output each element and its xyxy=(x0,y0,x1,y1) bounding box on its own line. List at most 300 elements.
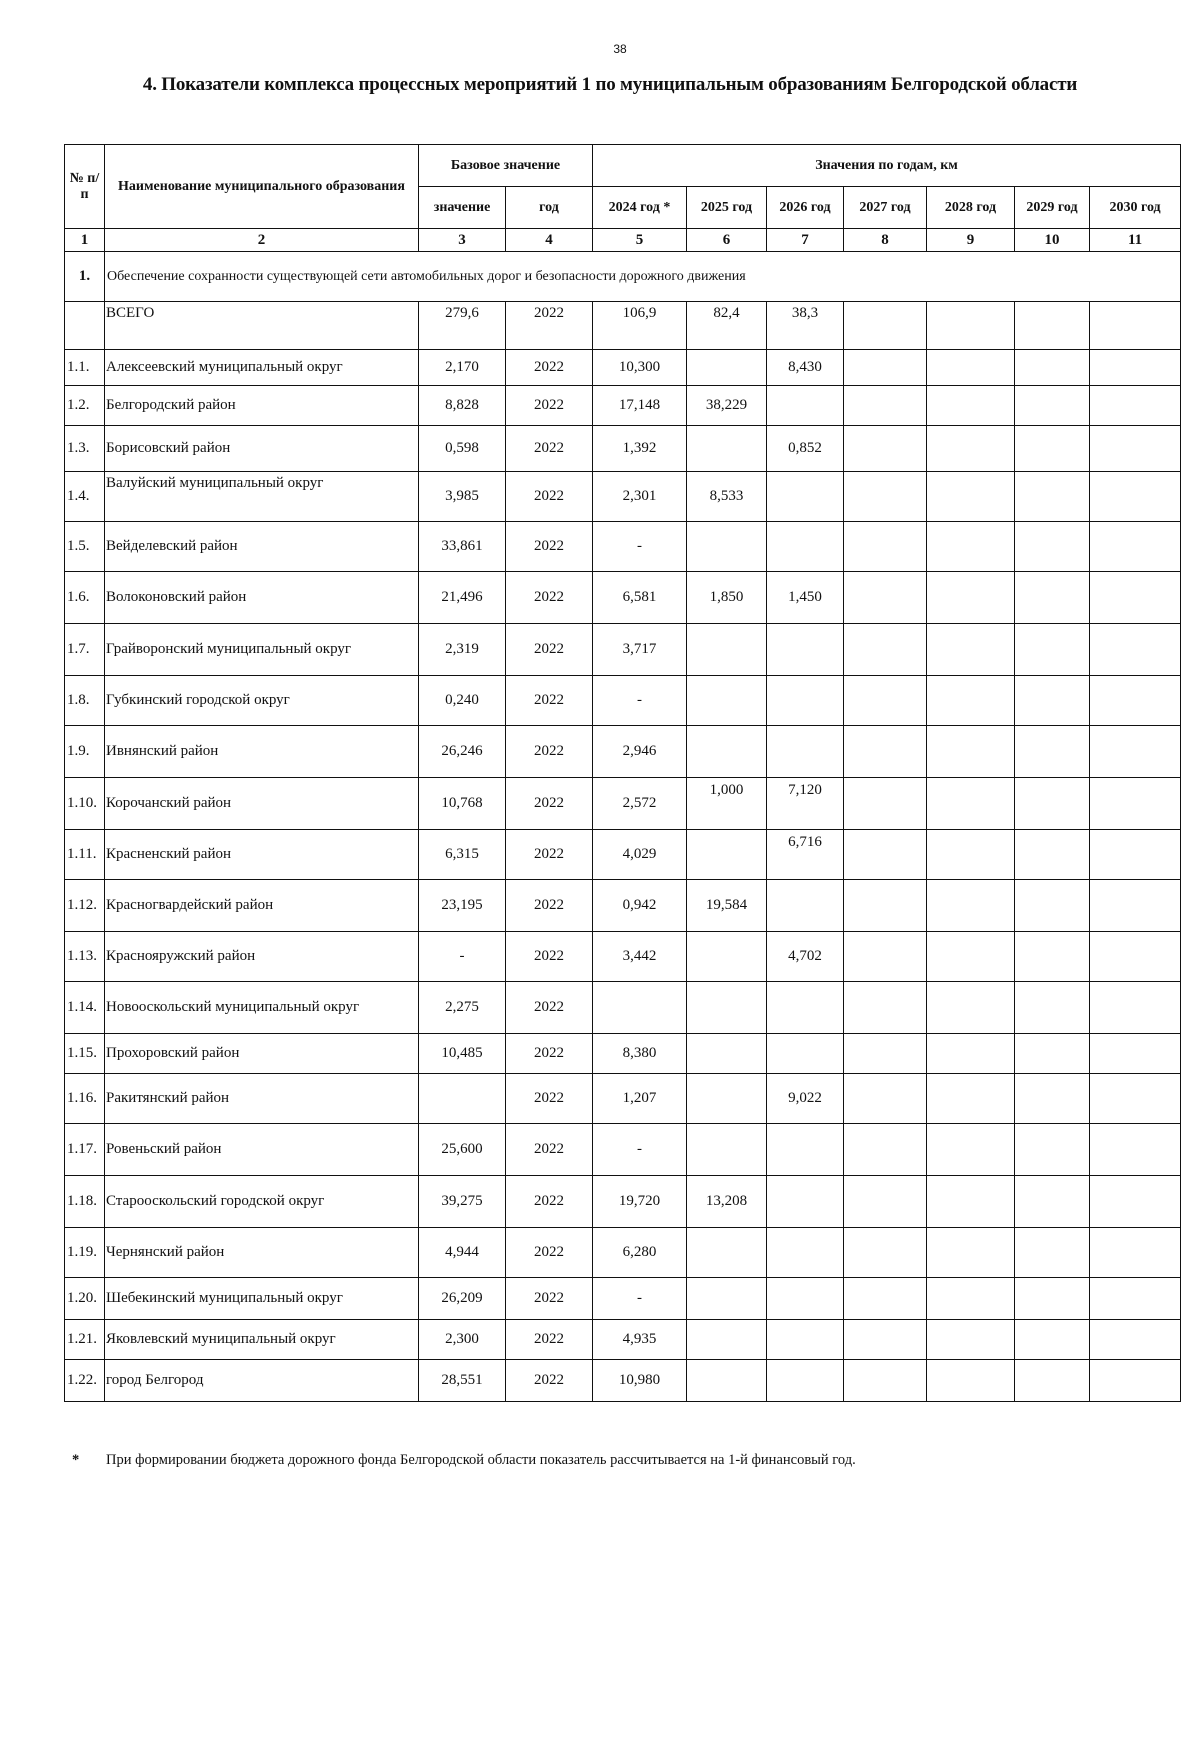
row-year-2028 xyxy=(927,932,1015,982)
table-row xyxy=(65,426,1181,472)
row-name: город Белгород xyxy=(105,1360,419,1402)
row-year-2024: 3,717 xyxy=(593,624,687,676)
row-year-2024: 1,392 xyxy=(593,426,687,472)
total-year-2026: 38,3 xyxy=(767,302,844,350)
row-base-value: - xyxy=(419,932,506,982)
row-year-2030 xyxy=(1090,350,1181,386)
row-num: 1.16. xyxy=(65,1074,105,1124)
row-year-2027 xyxy=(844,830,927,880)
column-number: 1 xyxy=(65,229,105,252)
row-year-2027 xyxy=(844,1278,927,1320)
row-year-2029 xyxy=(1015,1074,1090,1124)
row-year-2028 xyxy=(927,830,1015,880)
row-num: 1.21. xyxy=(65,1320,105,1360)
row-base-value: 4,944 xyxy=(419,1228,506,1278)
column-number: 2 xyxy=(105,229,419,252)
row-year-2029 xyxy=(1015,1176,1090,1228)
table-row xyxy=(65,778,1181,830)
row-num: 1.2. xyxy=(65,386,105,426)
row-num: 1.22. xyxy=(65,1360,105,1402)
row-base-value: 21,496 xyxy=(419,572,506,624)
row-year-2030 xyxy=(1090,778,1181,830)
row-num: 1.6. xyxy=(65,572,105,624)
row-year-2027 xyxy=(844,522,927,572)
row-year-2029 xyxy=(1015,1320,1090,1360)
row-year-2028 xyxy=(927,726,1015,778)
row-year-2025: 38,229 xyxy=(687,386,767,426)
row-base-value: 26,209 xyxy=(419,1278,506,1320)
row-year-2026: 8,430 xyxy=(767,350,844,386)
row-year-2024: 19,720 xyxy=(593,1176,687,1228)
column-number: 10 xyxy=(1015,229,1090,252)
row-year-2027 xyxy=(844,726,927,778)
row-year-2025 xyxy=(687,1360,767,1402)
total-base-year: 2022 xyxy=(506,302,593,350)
row-year-2026 xyxy=(767,1320,844,1360)
row-year-2029 xyxy=(1015,676,1090,726)
table-row xyxy=(65,726,1181,778)
row-year-2029 xyxy=(1015,880,1090,932)
column-number: 6 xyxy=(687,229,767,252)
row-year-2029 xyxy=(1015,778,1090,830)
row-name: Шебекинский муниципальный округ xyxy=(105,1278,419,1320)
header-year-2029: 2029 год xyxy=(1015,187,1090,229)
row-year-2028 xyxy=(927,1360,1015,1402)
total-year-2024: 106,9 xyxy=(593,302,687,350)
column-number: 11 xyxy=(1090,229,1181,252)
row-base-year: 2022 xyxy=(506,1228,593,1278)
row-num: 1.5. xyxy=(65,522,105,572)
row-base-year: 2022 xyxy=(506,572,593,624)
row-year-2028 xyxy=(927,880,1015,932)
table-row xyxy=(65,350,1181,386)
row-num: 1.18. xyxy=(65,1176,105,1228)
row-year-2028 xyxy=(927,1034,1015,1074)
row-year-2025 xyxy=(687,1320,767,1360)
header-year-2030: 2030 год xyxy=(1090,187,1181,229)
row-num: 1.7. xyxy=(65,624,105,676)
row-year-2027 xyxy=(844,472,927,522)
row-year-2027 xyxy=(844,1320,927,1360)
header-year-2025: 2025 год xyxy=(687,187,767,229)
row-base-year: 2022 xyxy=(506,522,593,572)
table-row xyxy=(65,1320,1181,1360)
row-year-2026 xyxy=(767,1278,844,1320)
row-name: Белгородский район xyxy=(105,386,419,426)
row-base-value: 23,195 xyxy=(419,880,506,932)
row-year-2026 xyxy=(767,472,844,522)
row-base-value: 0,240 xyxy=(419,676,506,726)
row-year-2029 xyxy=(1015,386,1090,426)
row-year-2028 xyxy=(927,676,1015,726)
row-year-2029 xyxy=(1015,472,1090,522)
table-row xyxy=(65,386,1181,426)
row-year-2028 xyxy=(927,1278,1015,1320)
row-base-value: 2,170 xyxy=(419,350,506,386)
row-year-2028 xyxy=(927,572,1015,624)
row-base-year: 2022 xyxy=(506,676,593,726)
row-year-2025: 19,584 xyxy=(687,880,767,932)
header-year-2024: 2024 год * xyxy=(593,187,687,229)
row-year-2024: 3,442 xyxy=(593,932,687,982)
row-year-2027 xyxy=(844,1124,927,1176)
row-year-2030 xyxy=(1090,1320,1181,1360)
row-name: Ровеньский район xyxy=(105,1124,419,1176)
row-name: Грайворонский муниципальный округ xyxy=(105,624,419,676)
row-num: 1.1. xyxy=(65,350,105,386)
row-num: 1.20. xyxy=(65,1278,105,1320)
row-name: Яковлевский муниципальный округ xyxy=(105,1320,419,1360)
table-row xyxy=(65,624,1181,676)
column-number: 7 xyxy=(767,229,844,252)
row-year-2027 xyxy=(844,1360,927,1402)
row-year-2025 xyxy=(687,1034,767,1074)
row-base-value: 10,768 xyxy=(419,778,506,830)
row-name: Чернянский район xyxy=(105,1228,419,1278)
row-name: Волоконовский район xyxy=(105,572,419,624)
row-year-2028 xyxy=(927,386,1015,426)
row-year-2030 xyxy=(1090,472,1181,522)
row-num: 1.9. xyxy=(65,726,105,778)
row-year-2024 xyxy=(593,982,687,1034)
row-year-2026: 0,852 xyxy=(767,426,844,472)
row-year-2029 xyxy=(1015,1228,1090,1278)
row-year-2027 xyxy=(844,880,927,932)
row-year-2027 xyxy=(844,1176,927,1228)
row-year-2025 xyxy=(687,982,767,1034)
row-name: Корочанский район xyxy=(105,778,419,830)
row-name: Красногвардейский район xyxy=(105,880,419,932)
page-number: 38 xyxy=(613,42,627,56)
row-year-2028 xyxy=(927,1074,1015,1124)
row-year-2027 xyxy=(844,1034,927,1074)
row-num: 1.4. xyxy=(65,472,105,522)
row-year-2024: 4,935 xyxy=(593,1320,687,1360)
total-base-value: 279,6 xyxy=(419,302,506,350)
footnote-text: При формировании бюджета дорожного фонда Белгородской области показатель рассчитывается на 1-й финансовый год. xyxy=(106,1452,856,1468)
table-row xyxy=(65,1360,1181,1402)
row-name: Вейделевский район xyxy=(105,522,419,572)
row-year-2030 xyxy=(1090,1228,1181,1278)
row-year-2028 xyxy=(927,778,1015,830)
total-year-2030 xyxy=(1090,302,1181,350)
row-year-2027 xyxy=(844,1074,927,1124)
row-year-2027 xyxy=(844,778,927,830)
row-year-2027 xyxy=(844,350,927,386)
row-year-2026 xyxy=(767,1176,844,1228)
row-base-value: 33,861 xyxy=(419,522,506,572)
row-base-value: 10,485 xyxy=(419,1034,506,1074)
row-year-2026 xyxy=(767,982,844,1034)
row-base-value: 3,985 xyxy=(419,472,506,522)
row-year-2026 xyxy=(767,676,844,726)
row-year-2025 xyxy=(687,676,767,726)
row-year-2030 xyxy=(1090,1360,1181,1402)
row-name: Губкинский городской округ xyxy=(105,676,419,726)
row-year-2028 xyxy=(927,1124,1015,1176)
column-number: 5 xyxy=(593,229,687,252)
row-year-2030 xyxy=(1090,1278,1181,1320)
row-year-2025 xyxy=(687,350,767,386)
row-year-2028 xyxy=(927,982,1015,1034)
table-row xyxy=(65,676,1181,726)
row-name: Красненский район xyxy=(105,830,419,880)
column-number-row xyxy=(65,229,1181,252)
row-year-2025 xyxy=(687,1278,767,1320)
document-title: 4. Показатели комплекса процессных мероприятий 1 по муниципальным образованиям Белгородской области xyxy=(142,74,1078,95)
row-year-2026 xyxy=(767,1034,844,1074)
table-row xyxy=(65,1124,1181,1176)
row-num: 1.3. xyxy=(65,426,105,472)
row-year-2029 xyxy=(1015,426,1090,472)
row-base-year: 2022 xyxy=(506,386,593,426)
row-year-2030 xyxy=(1090,726,1181,778)
row-year-2024: 10,980 xyxy=(593,1360,687,1402)
table-row xyxy=(65,572,1181,624)
row-name: Борисовский район xyxy=(105,426,419,472)
row-year-2024: 17,148 xyxy=(593,386,687,426)
row-year-2028 xyxy=(927,350,1015,386)
table-row xyxy=(65,1074,1181,1124)
row-year-2026 xyxy=(767,386,844,426)
table-row xyxy=(65,830,1181,880)
row-year-2024: 2,946 xyxy=(593,726,687,778)
row-year-2029 xyxy=(1015,1034,1090,1074)
row-year-2028 xyxy=(927,1176,1015,1228)
row-year-2029 xyxy=(1015,624,1090,676)
row-year-2030 xyxy=(1090,1074,1181,1124)
row-base-value: 8,828 xyxy=(419,386,506,426)
row-year-2024: 6,280 xyxy=(593,1228,687,1278)
row-base-year: 2022 xyxy=(506,1176,593,1228)
row-base-value: 2,300 xyxy=(419,1320,506,1360)
row-year-2024: - xyxy=(593,1124,687,1176)
table-row xyxy=(65,1278,1181,1320)
row-name: Ракитянский район xyxy=(105,1074,419,1124)
row-name: Прохоровский район xyxy=(105,1034,419,1074)
header-year-2028: 2028 год xyxy=(927,187,1015,229)
column-number: 9 xyxy=(927,229,1015,252)
row-year-2025: 1,850 xyxy=(687,572,767,624)
row-year-2028 xyxy=(927,426,1015,472)
row-year-2030 xyxy=(1090,1124,1181,1176)
header-years-group: Значения по годам, км xyxy=(593,145,1181,187)
row-num: 1.13. xyxy=(65,932,105,982)
row-year-2026 xyxy=(767,726,844,778)
row-year-2024: 2,572 xyxy=(593,778,687,830)
row-year-2025 xyxy=(687,426,767,472)
row-year-2028 xyxy=(927,522,1015,572)
row-year-2026: 9,022 xyxy=(767,1074,844,1124)
header-num: № п/п xyxy=(65,145,105,229)
row-year-2024: 1,207 xyxy=(593,1074,687,1124)
row-base-year: 2022 xyxy=(506,726,593,778)
row-base-value: 25,600 xyxy=(419,1124,506,1176)
row-year-2026 xyxy=(767,880,844,932)
row-year-2030 xyxy=(1090,1176,1181,1228)
row-base-value: 2,319 xyxy=(419,624,506,676)
row-base-year: 2022 xyxy=(506,932,593,982)
footnote-marker: * xyxy=(72,1452,80,1468)
row-year-2030 xyxy=(1090,830,1181,880)
section-num: 1. xyxy=(65,252,105,302)
row-year-2026 xyxy=(767,624,844,676)
row-year-2025 xyxy=(687,726,767,778)
row-base-value: 26,246 xyxy=(419,726,506,778)
row-year-2029 xyxy=(1015,1278,1090,1320)
row-year-2030 xyxy=(1090,522,1181,572)
total-row xyxy=(65,302,1181,350)
row-year-2029 xyxy=(1015,982,1090,1034)
table-row xyxy=(65,1034,1181,1074)
row-num: 1.10. xyxy=(65,778,105,830)
row-base-year: 2022 xyxy=(506,1074,593,1124)
row-year-2025 xyxy=(687,1124,767,1176)
row-year-2029 xyxy=(1015,1360,1090,1402)
row-year-2026: 7,120 xyxy=(767,778,844,830)
row-year-2027 xyxy=(844,1228,927,1278)
row-year-2029 xyxy=(1015,726,1090,778)
row-year-2024: 6,581 xyxy=(593,572,687,624)
row-year-2029 xyxy=(1015,1124,1090,1176)
row-base-value: 28,551 xyxy=(419,1360,506,1402)
row-base-year: 2022 xyxy=(506,1360,593,1402)
table-row xyxy=(65,1176,1181,1228)
row-year-2026: 4,702 xyxy=(767,932,844,982)
row-base-year: 2022 xyxy=(506,1124,593,1176)
row-base-year: 2022 xyxy=(506,880,593,932)
row-base-year: 2022 xyxy=(506,350,593,386)
total-year-2029 xyxy=(1015,302,1090,350)
header-year-2026: 2026 год xyxy=(767,187,844,229)
row-year-2027 xyxy=(844,426,927,472)
row-year-2027 xyxy=(844,982,927,1034)
row-year-2028 xyxy=(927,1228,1015,1278)
row-num: 1.17. xyxy=(65,1124,105,1176)
row-year-2028 xyxy=(927,1320,1015,1360)
row-year-2027 xyxy=(844,932,927,982)
row-year-2030 xyxy=(1090,1034,1181,1074)
total-label: ВСЕГО xyxy=(105,302,419,350)
row-num: 1.12. xyxy=(65,880,105,932)
row-year-2024: 0,942 xyxy=(593,880,687,932)
row-year-2024: - xyxy=(593,1278,687,1320)
row-num: 1.19. xyxy=(65,1228,105,1278)
row-name: Краснояружский район xyxy=(105,932,419,982)
row-year-2025: 1,000 xyxy=(687,778,767,830)
row-year-2029 xyxy=(1015,932,1090,982)
row-year-2030 xyxy=(1090,982,1181,1034)
table-row xyxy=(65,522,1181,572)
row-name: Новооскольский муниципальный округ xyxy=(105,982,419,1034)
row-year-2026 xyxy=(767,1124,844,1176)
column-number: 8 xyxy=(844,229,927,252)
row-year-2030 xyxy=(1090,386,1181,426)
row-year-2025 xyxy=(687,830,767,880)
row-year-2026: 6,716 xyxy=(767,830,844,880)
row-year-2025 xyxy=(687,522,767,572)
row-num: 1.11. xyxy=(65,830,105,880)
column-number: 4 xyxy=(506,229,593,252)
row-year-2024: - xyxy=(593,676,687,726)
row-base-year: 2022 xyxy=(506,1320,593,1360)
row-base-year: 2022 xyxy=(506,982,593,1034)
column-number: 3 xyxy=(419,229,506,252)
row-year-2027 xyxy=(844,624,927,676)
row-name: Старооскольский городской округ xyxy=(105,1176,419,1228)
row-name: Ивнянский район xyxy=(105,726,419,778)
row-year-2026 xyxy=(767,522,844,572)
row-year-2027 xyxy=(844,676,927,726)
row-year-2030 xyxy=(1090,624,1181,676)
row-year-2026: 1,450 xyxy=(767,572,844,624)
row-name: Валуйский муниципальный округ xyxy=(105,472,419,522)
row-year-2030 xyxy=(1090,572,1181,624)
total-year-2025: 82,4 xyxy=(687,302,767,350)
row-base-value: 2,275 xyxy=(419,982,506,1034)
row-year-2027 xyxy=(844,386,927,426)
total-year-2028 xyxy=(927,302,1015,350)
row-year-2028 xyxy=(927,624,1015,676)
header-year-2027: 2027 год xyxy=(844,187,927,229)
row-year-2030 xyxy=(1090,676,1181,726)
header-base-value: значение xyxy=(419,187,506,229)
row-year-2025 xyxy=(687,624,767,676)
row-base-year: 2022 xyxy=(506,426,593,472)
row-base-year: 2022 xyxy=(506,1034,593,1074)
row-year-2025 xyxy=(687,1074,767,1124)
header-base-group: Базовое значение xyxy=(419,145,593,187)
row-num: 1.15. xyxy=(65,1034,105,1074)
table-row xyxy=(65,1228,1181,1278)
row-year-2024: - xyxy=(593,522,687,572)
table-row xyxy=(65,982,1181,1034)
section-row xyxy=(65,252,1181,302)
row-num: 1.8. xyxy=(65,676,105,726)
row-year-2029 xyxy=(1015,522,1090,572)
indicators-table xyxy=(64,144,1181,1402)
row-year-2029 xyxy=(1015,350,1090,386)
table-row xyxy=(65,880,1181,932)
row-year-2030 xyxy=(1090,932,1181,982)
header-name: Наименование муниципального образования xyxy=(105,145,419,229)
total-year-2027 xyxy=(844,302,927,350)
table-row xyxy=(65,932,1181,982)
footnote xyxy=(72,1452,1172,1469)
row-year-2028 xyxy=(927,472,1015,522)
row-year-2030 xyxy=(1090,426,1181,472)
row-base-year: 2022 xyxy=(506,1278,593,1320)
row-year-2027 xyxy=(844,572,927,624)
row-year-2025 xyxy=(687,1228,767,1278)
row-year-2030 xyxy=(1090,880,1181,932)
row-base-year: 2022 xyxy=(506,472,593,522)
table-row xyxy=(65,472,1181,522)
row-base-year: 2022 xyxy=(506,830,593,880)
row-year-2025: 8,533 xyxy=(687,472,767,522)
row-year-2029 xyxy=(1015,572,1090,624)
row-year-2024: 2,301 xyxy=(593,472,687,522)
row-year-2025 xyxy=(687,932,767,982)
row-base-value: 0,598 xyxy=(419,426,506,472)
row-base-value xyxy=(419,1074,506,1124)
row-year-2025: 13,208 xyxy=(687,1176,767,1228)
row-name: Алексеевский муниципальный округ xyxy=(105,350,419,386)
row-base-year: 2022 xyxy=(506,624,593,676)
row-year-2026 xyxy=(767,1228,844,1278)
row-year-2024: 8,380 xyxy=(593,1034,687,1074)
row-year-2029 xyxy=(1015,830,1090,880)
